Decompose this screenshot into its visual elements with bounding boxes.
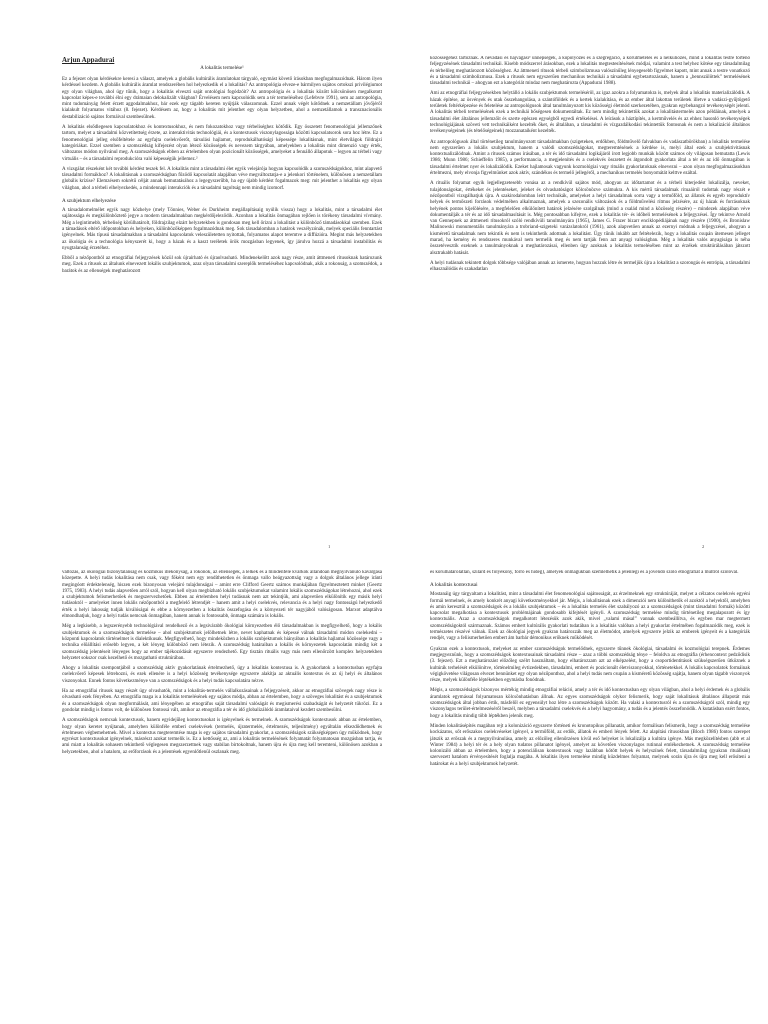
paragraph: A rituális folyamat egyik legjellegzetesebb vonása az a rendkívül sajátos mód, ahogyan az időtartamot és a térbeli kiterjedést lokalizálja, neveket, tulajdonságokat, értékeket és jelentéseket, jeleket és olvashatóságot kölcsönözve számukra. A kis mértű társadalmak rituaáiról tudottak nagy részét e nézőpontból vizsgálhatjuk újra. A szakirodalomban leírt technikák, amelyeket a helyi társadalmak sorra vagy a termőföld, az állatok és egyéb reproduktív helyek és termőszeti források védelmében alkalmaznak, amelyek a szezonális változások és a földművelési rítmus jelzésére, az új házak és forrásoknak helyének pontos kijelölésére, a megfelelően elkülönített határok jelzésére szolgálnak (mind a család mind a közösség részére) – mindezek alapjában véve dokumentálják a tér és az idő társadalmasítását is. Még pontosabban kifejtve, ezek a lokalitás tér- és időbeli termelésének a feljegyzései. Így tekintve Arnold van Gennepnek az áttmeneti rítusokról szóló rendkívüli tanulmányára (1965), James G. Frazer bizarr enciklopédiájának nagy részére (1900), és Bronislaw Malinowski monumentális tanulmányára a trobriand-szigeteki varázslatokról (1961), azok alapvetően annak az ezernyi módnak a feljegyzései, ahogyan a kisméretű társadalmak nem tekintik és nem is tekinthetik adottnak a lokalitást. Úgy tűnik inkább azt feltételezik, hogy a lokalitás csupán ütemesen jelleget marad, ha kemény és rendszeres munkával nem termelik meg és nem tartják fenn azt anyagi valóságban. Még a lokalitás valós anyagisága is néha összetévesztik ezeknek a tanulmányoknak a meghatározásai, ellenben úgy azoknak a lokalitás termelésében mint az érzékek struktúrálásában játszott alsztrakabb hatását. [430,181,750,256]
page-3-body [62,570,382,756]
paragraph: Mostanáig úgy tárgyaltam a lokalitást, mint a társadalmi élet fenomenológiai sajátosságát, az érzelmeknek egy struktúráját, melyet a célzatos cselekvés egyéni formái termelnek, és amely konkrét anyagi következményekkel jár. Mégis, a lokalitásnak ezek a dimenziói nem különíthetők el azoktól a helyektől, amelyben és amin keresztül a szomszédságok és a lokális szubjektumok – és a lokalitás termelés élet szabályozó az a szomszédságok (mint társadalmi formák) közötti kapcsolat megalkotása a kontextusok problémájának gondosabb kifejtését igényli. A szomszédság termelése mindig történetileg megalapozott és így kontextuális. Azaz a szomszédságok megalkotott létezésük azok akik, mivel „valami másal” vannak szembeállítva, és egyben mar megtermett szomszédságoktól származnak. Számos embert kultúrális gyakorlati tudatában is a lokalitás valóban a helyi gyakorlat értelmében fogalmazódik meg, ezek is természetes részévé válnak. Ezek az ökológiai jegyek gyakran határozzák meg az életmódot, amelyek egyszerre jelzik az emberek igényeit és a kategóriák rendjét, vagy a feliismerhetően embert ám barbár démonikus erőknek működését. [430,592,750,642]
page-3 [62,570,382,1024]
paragraph: Minden lokalitásépítés magában rejt a kolonizáció egyszerre történeti és kronotopikus pillanatát, amikor formálisan felismerik, hogy a szomszédság termelése kockázatos, sőt erőszakos cselekvéseket igényel, a termőföld, az erdők, állatok és emberi lények felett. Az alapítási rítusokban (Bloch 1986) fontos szerepet játszik az erőszak és a megnyilvánulása, amely az előzőleg ellenőrzésen kívül eső helyeket is lokalizálja a kultúra igénye. Más megközelítésben (abb et al Winter 1984) a helyi tér és a hely olyan tudatos pillanatot igényel, amelyet az követően viszonylagos rutinnal emlékezhetnek. A szomszédság termelése kolonizáló abban az értelemben, hogy a potenciálisan kontextusok vagy lazábban kötött helyek és helyszínek felett, társadalmilag (gyakran rituálisan) szervezett hatalom érvényesítését foglalja magába. A lokalitás ilyen termelése mindig küzdelmes folyamat, melynek során újra és újra meg kell erősíteni a határokat és a helyi szubjektumok helyzetét. [430,723,750,767]
page-1-body [62,77,382,275]
page-4-body [430,570,750,768]
paragraph: Az antropológusok által történetileg tanulmányozott társadalmakban (szigeteken, erdőkben, földművelő falvakban és vadászatbörökban) a lokalitás termelése nem egyszerűen a lokális szubjektum, hanem a valódi szomszédságokat, megteremtésének a kérdése is, melyi által ezek a szubjektivitásnak kontextualizálódnak. Amint a rítusok számos írásában, a tér és idő társadalmi logikájáról írott legjobb munkák között számos oly világosan bemutatta (Lewis 1986; Munn 1986; Schieffelin 1985), a performancia, a megjelenítés és a cselekvés összetett és átgondolt gyakorlata által a tér és az idő önmagában is társadalmi értelmet nyer és lokalizálódik. Ezeket hajlamosak vagyunk kozmológiai vagy rituális gyakorlatoknak elnevezni – azon olyan megfogalmazásokban értelmezni, mely elvonja figyelmünket azok aktív, szándékos és termelő jellegéről, a mechanikus termelés bonyomátát kelttve ezáltal. [430,139,750,177]
section-heading: A szubjektum elhelyezése [62,198,116,205]
page-1 [62,56,382,556]
paragraph: A vizsgálat részeként két további kérdést teszek fel. A lokalitás mint a társadalmi élet egyik velejárója hogyan kapcsolódik a szomszédságokhoz, mint alapvető társadalmi formákhoz? A lokalitásnak a szomszédságban főzödő kapcsolatát alapjában véve megváltoztatja-e a jelenkori történelem, különösen a nemzetállam globális krízise? Elemzésem sokrétű célját annak bemutatásához a legegyszerűbb, ha egy újabb kérdést fogalmazok meg: mit jelenthet a lokalitás egy olyan világban, ahol a térbeli elhelyezkedés, a mindennapi interakciók és a társadalmi tagoltság nem mindig izomorf. [62,166,382,191]
section-heading: A lokalitás kontextusai [430,582,478,589]
paragraph: Ha az etnográfiai rítusok nagy részét úgy olvashatók, mint a lokalitás-termelés vállalkozásainak a feljegyzéseit, akkor az etnográfiai szövegek nagy része is olvasható ezek fényében. Az etnográfia maga is a lokalitás termelésének egy sajátos módja, abban az értelemben, hogy a szöveges lokalitást és a szubjektumok és a szomszédságok olyan megformálását, ami lényegében az etnográfus saját társadalmi valóságát és megismerési szabadságát és helyzetét tükrözi. Ez a gondolat mindig is fontos volt, de különösen fontossá vált, amikor az etnográfia a tér és idő globalizálódó áramlataival kezdett szembesülni. [62,689,382,713]
paragraph: változás, az ökológiai bizonytalanság és kozmikus illékonyság, a rokonok, az ellenségek, a lelkek és a mindenféle kvarkok állandóan megnyilvánuló kavargása közepette. A helyi tudás lokalitása nem csak, vagy főként nem egy rendíthetetlen és önmaga vallo beágyazottság vagy a dolgok általános jellege iránti megingóott érdektelenség, hiszen ezek bizonyosan velejáró tulajdonságai – amint erre Clifford Geertz számos munkájában figyelmeztetett minket (Geertz 1975, 1983). A helyi tudás alapvetően arról szól, hogyan kell olyan megbízható lokális szubjektumokat valamint lokális szomszédságokat létrehozni, ahol ezek a szubjektumok felismerhetőek és megszervezhetőek. Ebben az értelemben helyi tudásnak nem azt tekintjük, ami alapvetően elkülönítik egy másik helyi tudásoktól – amelyeket innen lokális nézőpontból a megfelelő létrendjét – hanem amit a helyi cselekvés, relevancia és a helyi nagy fontosságú helyezkedő érték a helyi lakosság tudják kiválóságai és ebbe a környezetben a lokalitás összefogása és a környezeti tér nagyjából valóságosan. Marxot adaptálva elmondhatjuk, hogy a helyi tudás nemcsak önmagában, hanem annak is fontossabb, önmaga számára is lokális. [62,570,382,620]
paragraph: Még a legkisebb, a legszerényebb technológiával rendelkező és a legsivárabb ökológiai környezetben élő társadalmakban is megfigyelhető, hogy a lokális szubjektumok és a szomszédságok termelése – ahol szubjektumok jelölhetnek létre, nevet kaphatnak és képessé válnak társadalmi módon cselekedni – központi kapcsolatok történelmet is dialektikusak. Megfigyelhető, hogy mindeközben a lokális szubjektumok hiányában a lokalitás hajlamai közössége vagy a technika előállítási erősebb legyen, a két lényeg különböző nem létezik. A szomszédság határaiban a lokális és környezetek kapcsolatán mindig két a szomszédság jelentéseit lényeges hogy az ember tájékozódását egyszerre rendezhető. Egy tisztán rituális vagy más nem ellenőrzött komplex helyzetekben helyzetet sokszor csak kezelhető és mozgatható struktúrában. [62,624,382,661]
page-4 [430,570,750,1024]
paragraph: Gyakran ezek a kontextusok, melyeket az ember szomszédságok termelődnek, egyszerre tűnnek ökológiai, társadalmi és kozmológiai terepnek. Érdemes megjegyeznünk, hogy a szomszédságok kontextusainak társadalmi része – azaz a többi szomszédság ténye – feloldva az etnográfia (érhencontext pedződisik (3. fejezet). Ezt a meghatározást előzőleg szélrt használtam, hogy elhatározzam azt az elképzelést, hogy a csoportidentitások szükségszerűen ütköznek a kultúrák terhelését elkülönítve, történelmileg évtizedekben, társadalmi, embert és pozicionált életviszonyokkal, történetekkel. A lokális kapcsolatok formáinak végigkövetése világosan elvezet bennünket egy olyan nézőponthoz, ahol a helyi tudás nem csupán a kisméretű közösség sajátja, hanem olyan tágabb viszonyok része, melyek különféle léptékekben egymásba fonódnak. [430,646,750,684]
paragraph: A társadalomelmélet egyik nagy közhelye (mely Tönnies, Weber és Durkheim megállapításaig nyúlik vissza) hogy a lokalitás, mint a társadalmi élet sajátossága és megkülönböztető jegye a modern társadalmakban megkérdőjeleződik. Azonban a lokalitás önmagában rejlően is törékeny társadalmi vívmány. Még a legintimebb, térbeliség körülhatárolt, földrajzilag elzárt helyzetekben is gondosan meg kell őrizni a lokalitást a különböző támadásokkal szemben. Ezek a támadások eltérő időpontokban és helyeken, különbözőképpen fogalmazódnak meg. Sok társadalomban a határok veszélyzónák, melyek speciális fenntartást igényelnek. Más típusú társadalmakban a társadalmi kapcsolatok veleszületetten nyitottak, folyamatos alapot teremtve a diffúzióra. Megint más helyzetekben az ökológia és a technológia kényszerét ki, hogy a házak és a kaszt teréletek örök mozgásban legyenek, így járulva hozzá a társadalmi instabilitás és nyugtalanság érzetéhez. [62,208,382,251]
author-name: Arjun Appadurai [62,56,115,64]
page-number: 2 [702,544,705,549]
paragraph: Ez a fejezet olyan kérdésekre keresi a választ, amelyek a globális kultúrális áramlatokat tárgyaló, egymást követő írásokban megfogalmazódnak. Három ilyen kérdéssel kezdem. A globális kultúrális áramlat rendszerében hol helyezkedik el a lokalitás? Az antropológia elveze-e bármilyen sajátos ortokszi privilégiumot egy olyan világban, ahol úgy tűnik, hogy a lokalitás elveszti saját ontológiai fogódzóit? Az antropológia és a lokalitás között kölcsönösen megalkotott kapcsolat képes-e további élni egy drámaian delokalizált világban? Érvelésem nem kapcsolódik sem a tér termeléséhez (Lefebvre 1991), sem az antropológia, mint tudományág felett érzett aggodalmakhoz, bár ezek egy tágabb kereten nyújtják válaszomnak. Ezzel annak végét kötődnek a nemzetállam jövőjéről kialakult folyamatos vitához (8. fejezet). Kérdésem az, hogy a lokalitás mit jelenthet egy olyan helyzetben, ahol a nemzetállamok a transznacionális destabilizáció sajátos formáival szembesülnek. [62,77,382,120]
page-number: 1 [328,544,331,549]
paragraph: Ami az etnográfiai feljegyzésekben helytálló a lokális szubjektumok termelésérôl, az igaz azokra a folyamatokra is, melyek által a lokalitás materializálódik. A házak építése, az ösvények és utak összehangolása, a szántóföldek és a kertek kialakítása, és az ember által lakottan területek illetve a vadászi-gyűjtögető területek feltérképezése és feletelése az antropológusok által tanulmányozott kis közösségi életmód szerkezetében, gyakran egybehangzó tevékenységét jelenti. A lokalitás térbeli termelésének ezek a technikái bőségesen dokumentáltak. Ez nem mindig tekintettük azokat a lokalitástermelés azon példáinak, amelyek a társadalmi élet általános jellemzőit és szerte egészen egységből egyedi értékelései. A leírások a háztípítés, a kertművelés és az ehhez hasonló tevékenységek technológiájának szöveti vett technikáiként kezelték őket, és általában, a társadalmi és vízgazdálkodási tekintettük fontosnak és nem a lokalizáció általános tevékenységeinek (és tételőségeinek) mozzanataiként kezelték. [430,91,750,135]
document-title: A lokalitás termelése¹ [200,66,244,71]
paragraph: Ebből a nézőpontból az etnográfiai feljegyzések közül sok újraírható és újraolvasható. Mindenekelőtt azok nagy része, amit áttmeneti rítusoknak határozunk meg. Ezek a rítusok az általunk elnevezett lokális szubjektumok, azaz olyan társadalmi szereplők termeléséhez kapcsolódnak, akik a rokonság, a szomszédok, a barátok és az ellenségek meghatározott [62,256,382,274]
paragraph: Ahogy a lokalitás szempontjából a szomszédság aktív gyakorlatának értelmezhető, úgy a lokalitás kontextusa is. A gyakorlatok a kontextusban egyfajta cselekvőerő képesek létrehozni, és ezek ellenére is a helyi közösség tevékenysége egyszerre alakítja az aktuális kontextus és az új helyi és általános viszonyokat. Ennek fontos következménye van a szomszédságok és a helyi tudás kapcsolatára nézve. [62,666,382,684]
paragraph: és körülhatárolatlan, szilárd és folyékony, forró és hideg), amelyek önmagukban szemlélhetik a jelenlegi és a jövendő szóló etnográfiát a múltról szólóval. [430,570,739,575]
paragraph: A lokalitás elsődlegesen kapcsolatokhoz és kontextusokhoz, és nem fokozatokhoz vagy térbeliséghez kötődik. Egy összetett fenomenológiai jellemzőnek tartom, melyet a társadalmi közvetítettség érzete, az interaktivitás technológiái, és a kontextusok viszonylagossága közötti kapcsolatsorok sora hoz létre. Ez a fenomenológiai jelleg elsőfeltétele az egyfajta cselekvőerőt, társulási hajlamot, reprodukálhatósági képessége lokalitásnak, mint életvilágok földrajzi kategóriákat. Ezzel szemben a szomszédság kifejezést olyan létező közösségek és nevezem tárgyában, amelyekben a lokalitás mint dimenzió vagy érték, változatos módon nyilvánul meg. A szomszédságok ebben az értelemben olyan pozicionált közösségek, amelyeket a fennálló állapotuk – legyen az térbeli vagy virtuális – és a társadalmi reprodukcióra való képességük jellemez.² [62,125,382,162]
page-2-body [430,56,750,274]
paragraph: közösségéhez tartoznak. A névadási és hajvágási³ ünnepségek, a köpölyözés és a szegregáció, a körülmetélés és a nélküliözés, mind a lokalitás testre történő feljegyzésének társadalmi technikái. Kisebb módszerrel árásokban, ezek a lokalitás megtestesítésének módjai, valamint a test helyhez kötése egy társadalmilag és térbelileg meghatározott közösséghez. Az áttmeneti rítusok térbeli szimbolizmusa valószínűleg lényegesebb figyelmet kapott, mint annak a testre vonatkozó és a társadalmi szimbolizmusa. Ezek a rítusok nem egyszerűen mechanikus technikái a társadalmi egybetartozásnak, hanem a „bennszülöttek” termelésének társadalmi technikái – ahogyan ezt a kategóriát mindaz nem meghatározta (Appadurai 1988). [430,56,750,87]
paragraph: Mégis, a szomszédságok bizonyos mértékig mindig etnográfiai reláció, amely a tér és idő kontextusban egy olyan világban, ahol a helyi érdemek és a globális áramlatok egymással folyamatosan kölcsönhatásban állnak. Az egyes szomszédságok olykor felismerik, hogy saját lokalitásuk általános állapotát más szomszédságok által jobban értik, másfelől ez egyensúlyt hoz létre a szomszédságok között. Ha valaki a kontextusról és a szomszédságról szól, mindig egy viszonylagos terület-értelmezéséről beszél, melyben a társadalmi cselekvés és a helyi hagyomány, a tudás és a jelentés összefonódik. A kutatásban ezért fontos, hogy a lokalitás mindig több léptékben jelenik meg. [430,688,750,719]
paragraph: A helyi tudásnak tekintett dolgok többsége valójában annak az ismerete, hogyan hozzuk létre és termeljük újra a lokalitást a szorongás és entrópia, a társadalmi elhasználódás és szakadatlan [430,260,750,273]
page-2 [430,56,750,556]
paragraph: A szomszédságok nemcsak kontextusok, hanem egyidejűleg kontextusokat is igényelnek és termelnek. A szomszédságok kontextusok abban az értelemben, hogy olyan keretet nyújtanak, amelyben különféle emberi cselekvések (termelés, újratermelés, értelmezés, teljesítmény) egyáltalán elkezdődhetnek és értelmesen végbemehetnek. Mivel a kontextus megteremtése maga is egy sajátos társadalmi gyakorlat, a szomszédságok szükségképpen úgy működnek, hogy egyrészt kontextusokat igényelnek, másrészt azokat termelik is. Ez a kettősség az, ami a lokalitás termelésének folyamatát folyamatosan mozgásban tartja, és ami miatt a lokalitás sohasem tekinthető véglegesen megszerzettnek vagy stabilan birtokoltnak, hanem újra és újra meg kell teremteni, különösen azokban a helyzetekben, ahol a hatalom, az erőforrások és a jelentések egyenlőtlenül oszlanak meg. [62,718,382,755]
